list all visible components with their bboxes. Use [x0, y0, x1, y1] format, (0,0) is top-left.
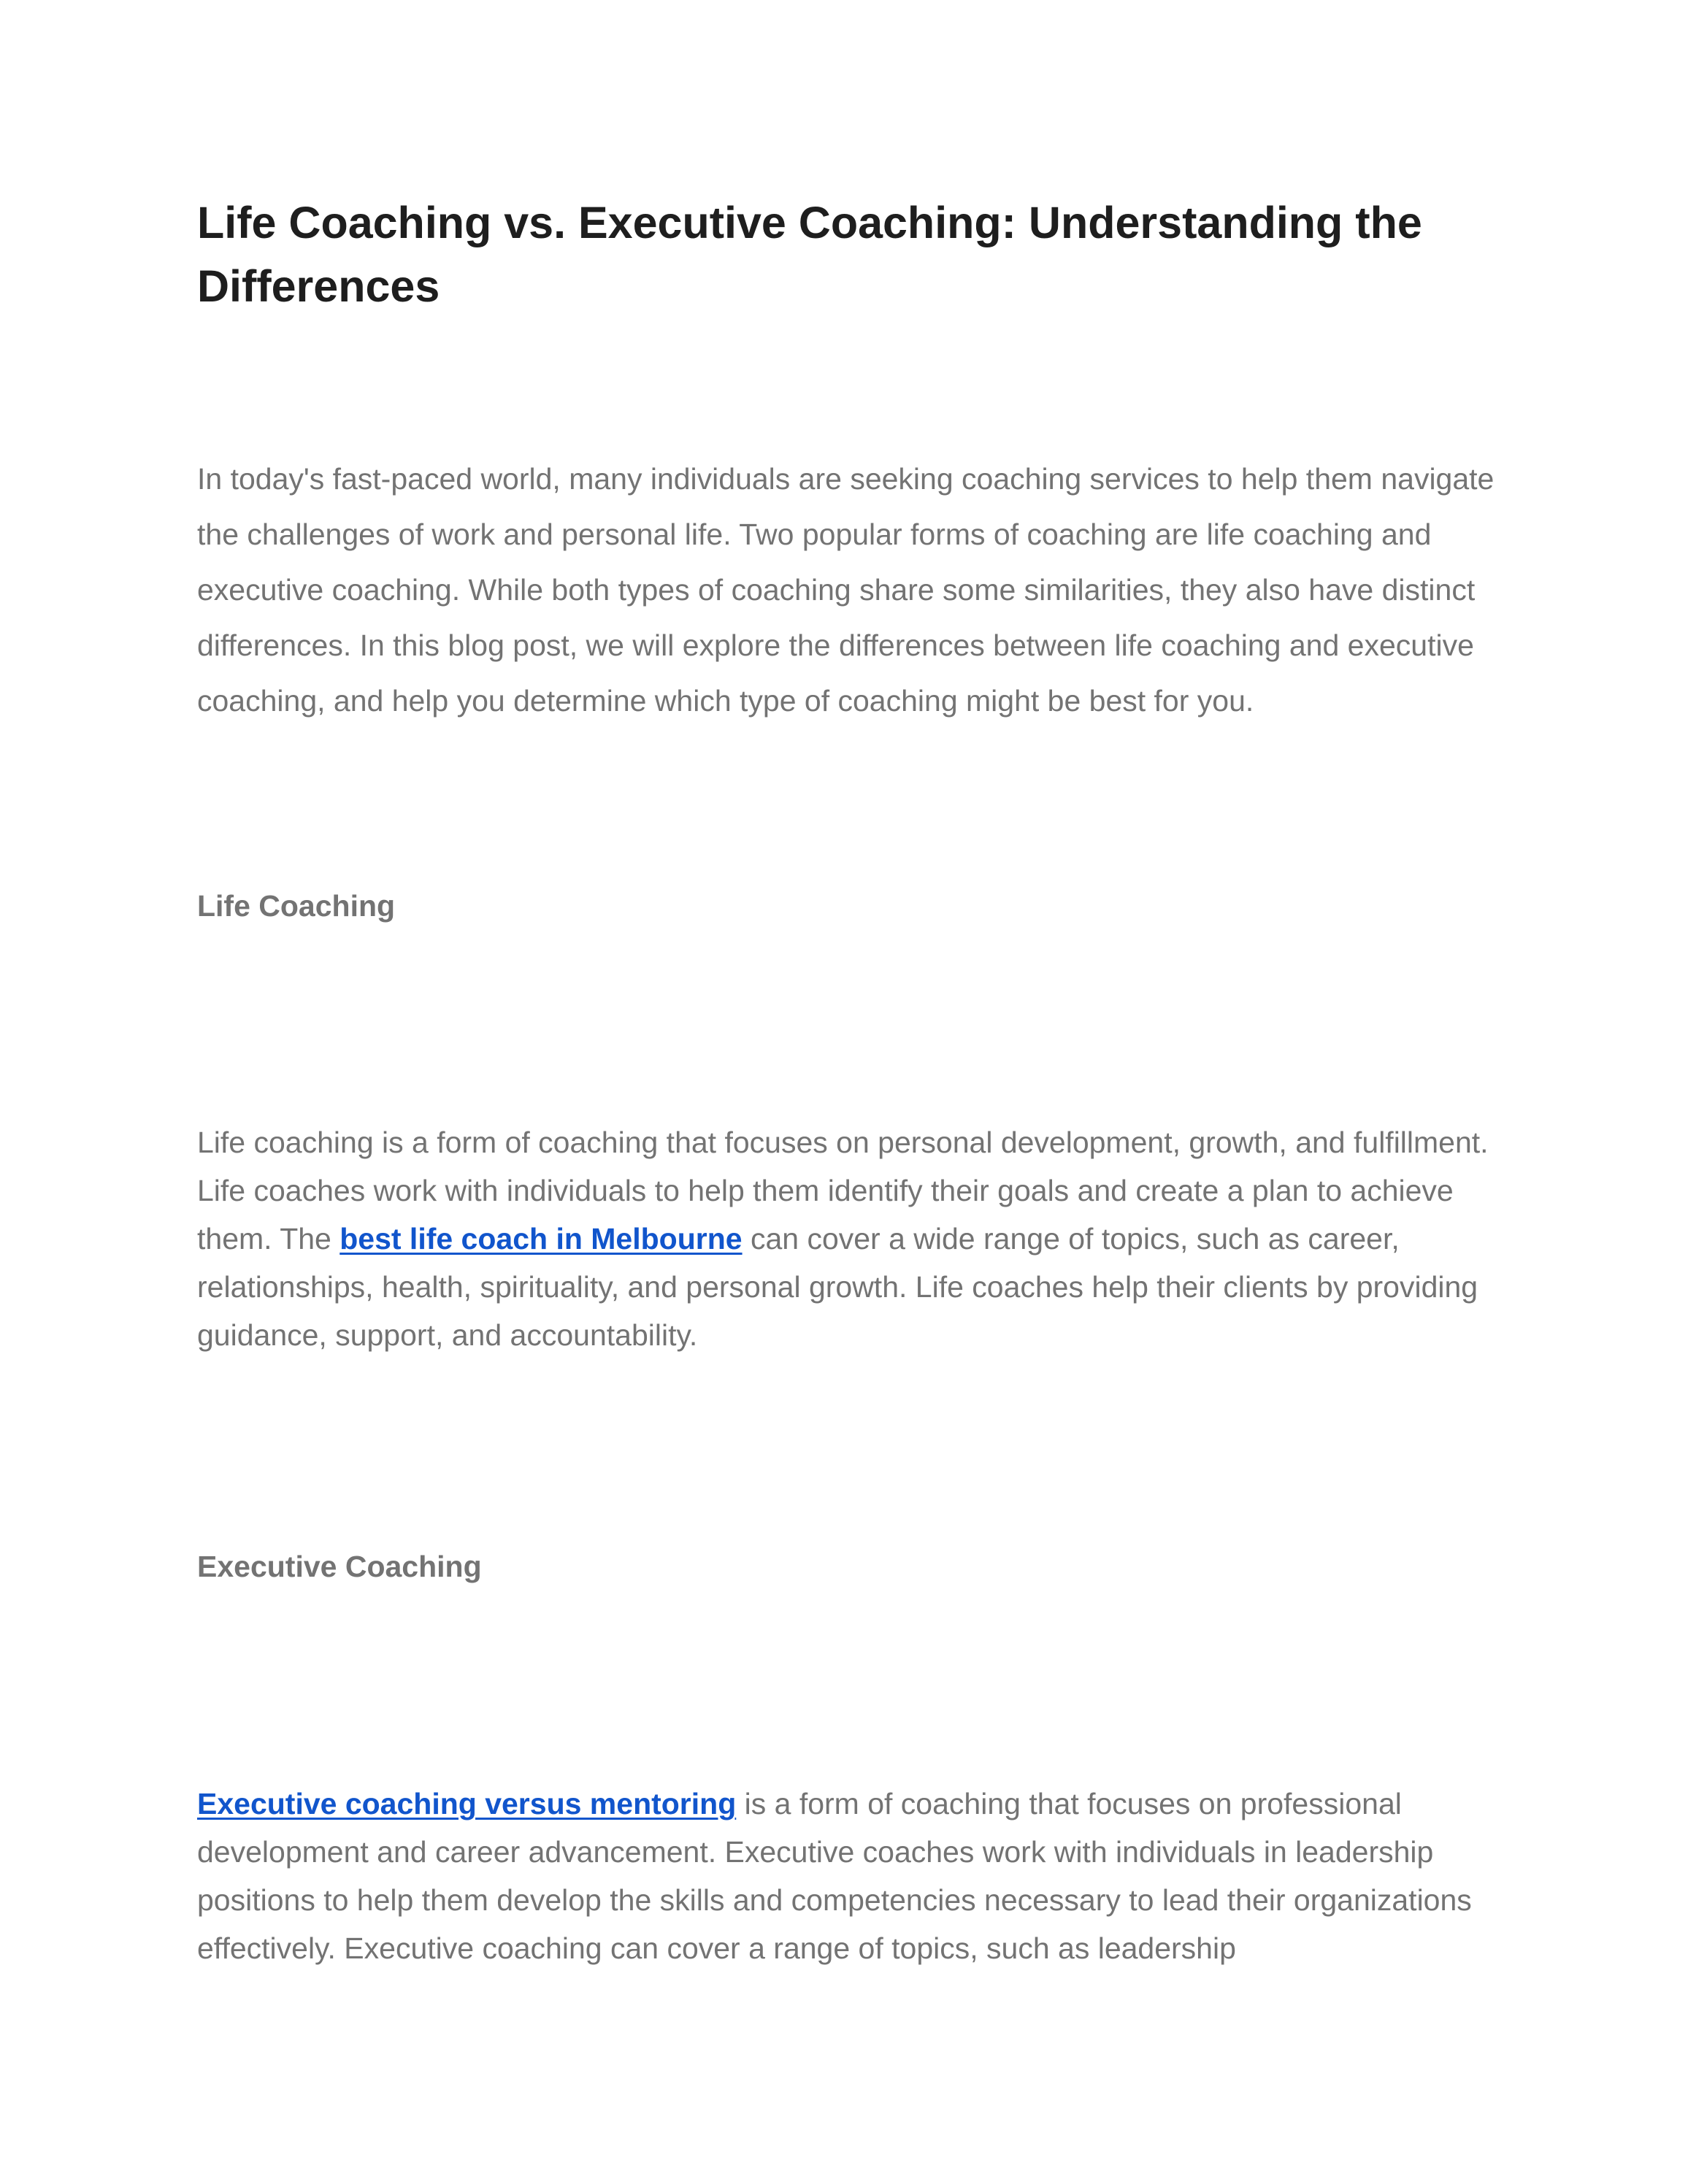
life-coaching-paragraph — [197, 1118, 1504, 1359]
best-life-coach-link[interactable]: best life coach in Melbourne — [339, 1222, 743, 1256]
intro-paragraph: In today's fast-paced world, many individuals are seeking coaching services to help them navigate the challenges of work and personal life. Two popular forms of coaching are life coaching and executive coaching. While both types of coaching share some similarities, they also have distinct differences. In this blog post, we will explore the differences between life coaching and executive coaching, and help you determine which type of coaching might be best for you. — [197, 462, 1495, 718]
executive-coaching-paragraph — [197, 1780, 1504, 1972]
executive-coaching-heading: Executive Coaching — [197, 1550, 482, 1583]
executive-coaching-versus-mentoring-link[interactable]: Executive coaching versus mentoring — [197, 1787, 737, 1820]
executive-coaching-text-after-link: is a form of coaching that focuses on professional development and career advancement. Executive coaches work with individuals in leadership positions to help them develop the skills and competencies necessary to lead their organizations effectively. Executive coaching can cover a range of topics, such as leadership — [197, 1787, 1472, 1965]
life-coaching-text-before-link: Life coaching is a form of coaching that focuses on personal development, growth, and fulfillment. Life coaches work with individuals to help them identify their goals and create a plan to achieve them. The — [197, 1126, 1489, 1256]
life-coaching-heading: Life Coaching — [197, 889, 396, 923]
life-coaching-text-after-link: can cover a wide range of topics, such as career, relationships, health, spirituality, and personal growth. Life coaches help their clients by providing guidance, support, and accountability. — [197, 1222, 1478, 1352]
page-title: Life Coaching vs. Executive Coaching: Understanding the Differences — [197, 198, 1422, 311]
